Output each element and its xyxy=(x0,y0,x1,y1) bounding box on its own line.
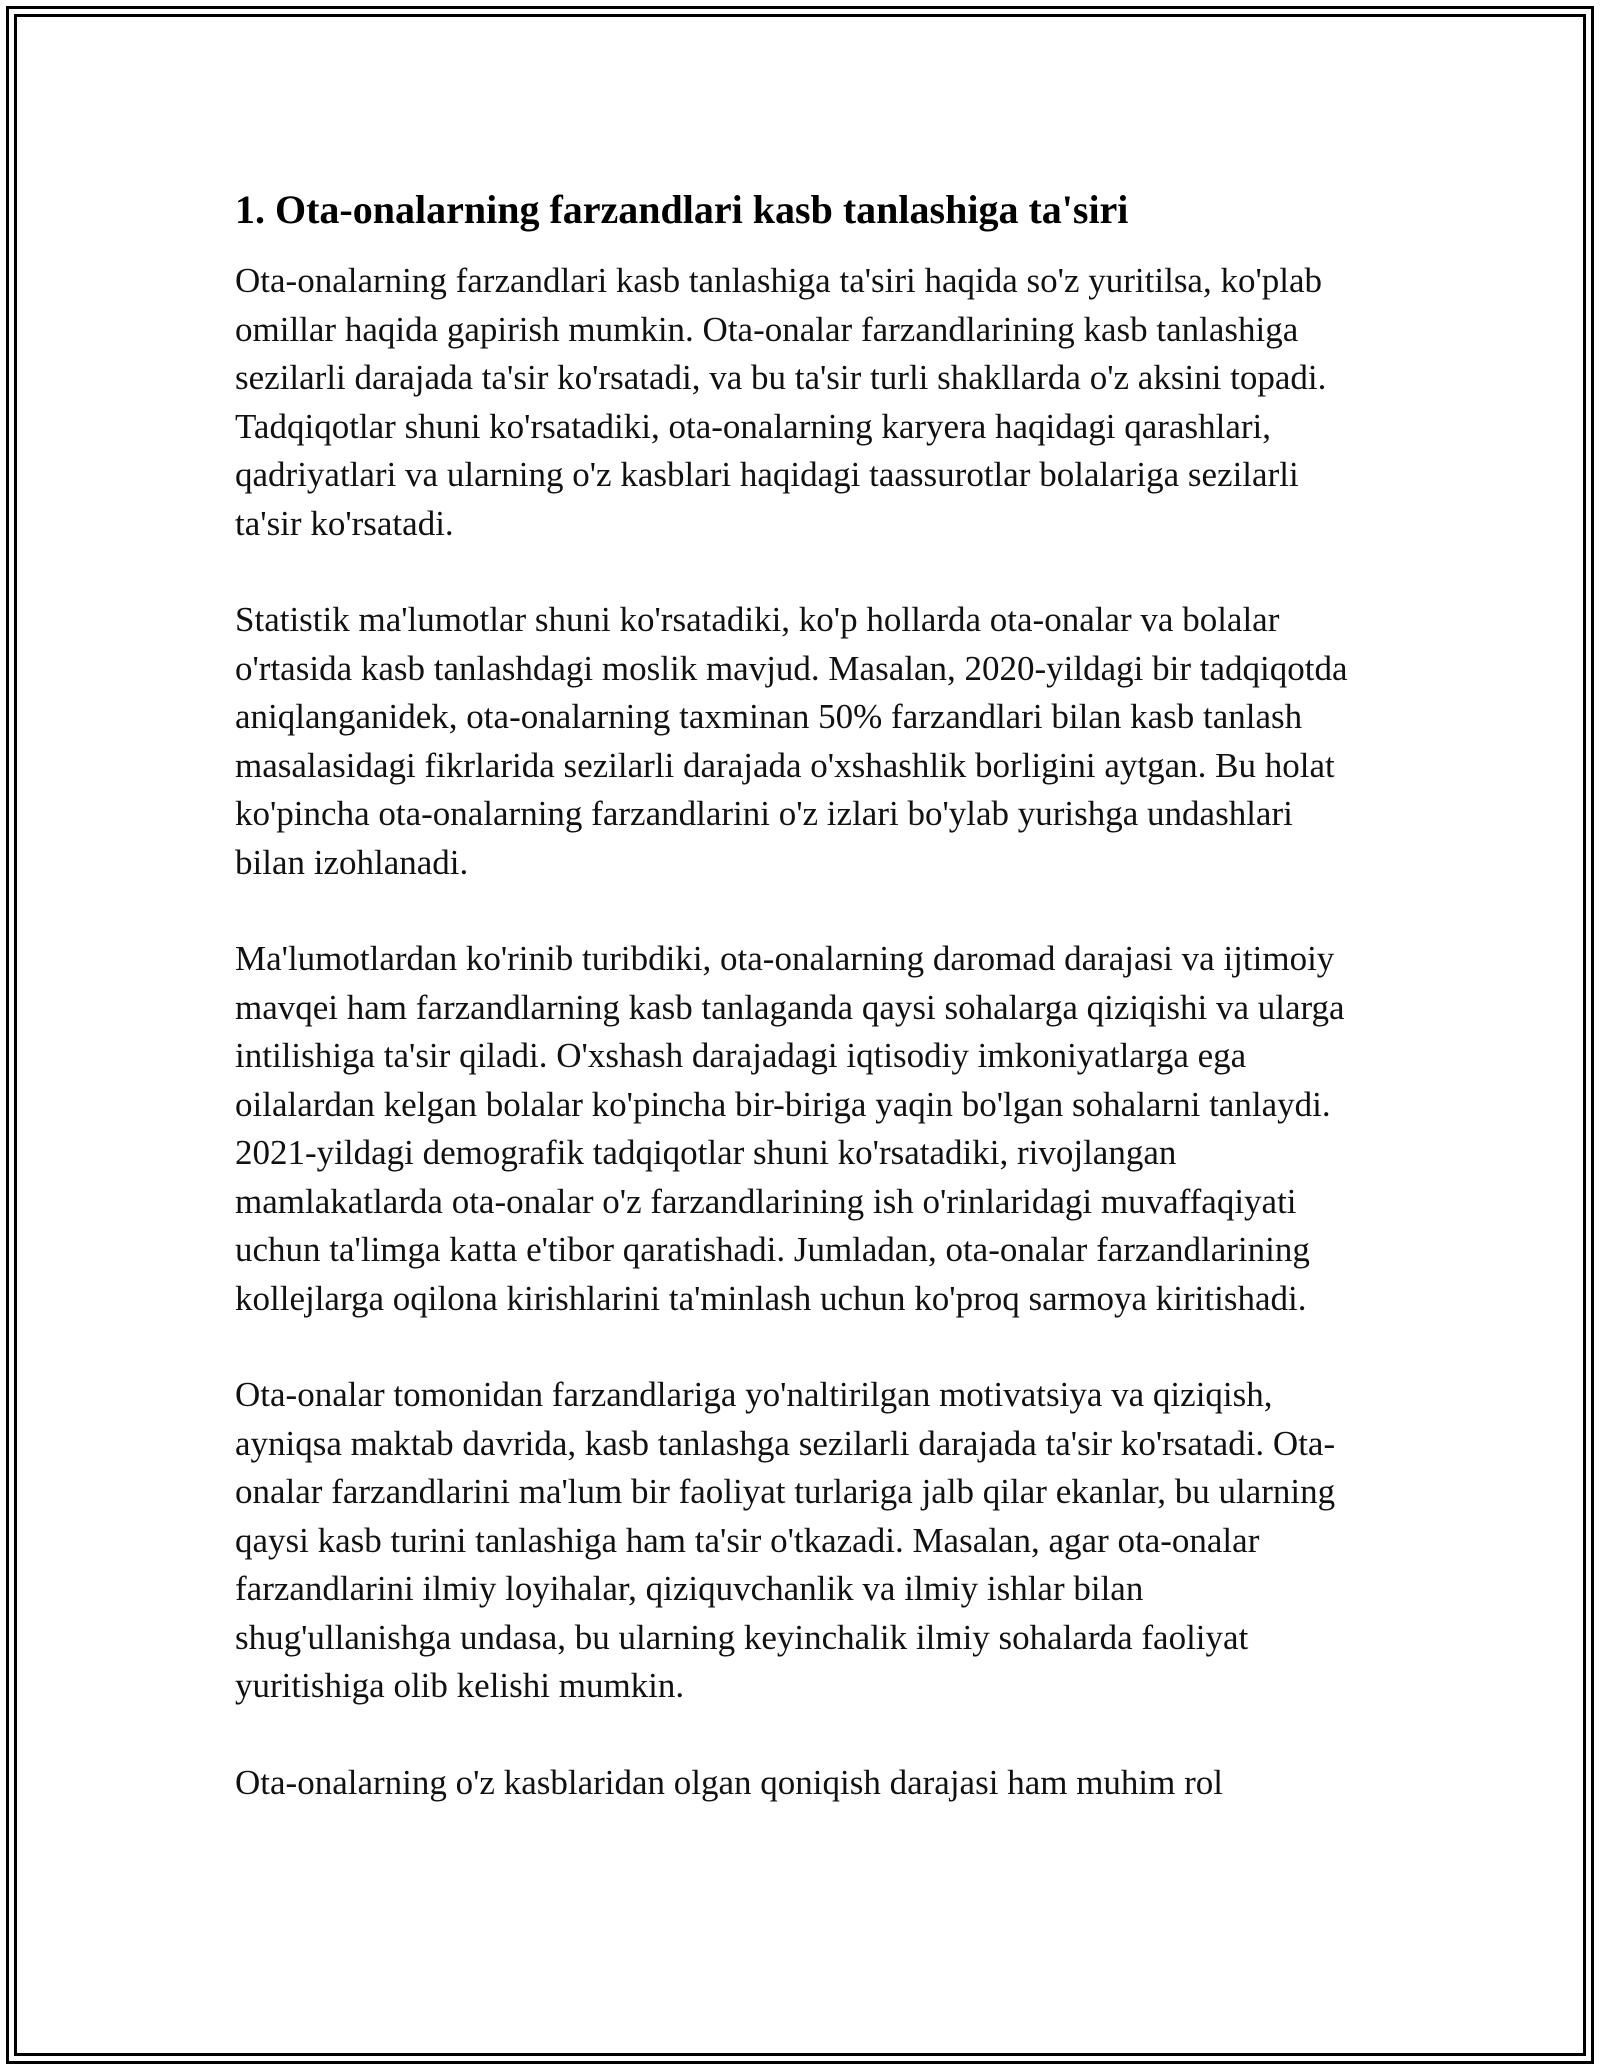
paragraph-5: Ota-onalarning o'z kasblaridan olgan qoniqish darajasi ham muhim rol xyxy=(235,1762,1223,1802)
document-body xyxy=(235,185,1355,1807)
section-heading: 1. Ota-onalarning farzandlari kasb tanlashiga ta'siri xyxy=(235,187,1129,232)
paragraph-2: Statistik ma'lumotlar shuni ko'rsatadiki, ko'p hollarda ota-onalar va bolalar o'rtasida kasb tanlashdagi moslik mavjud. Masalan, 2020-yildagi bir tadqiqotda aniqlanganidek, ota-onalarning taxminan 50% farzandlari bilan kasb tanlash masalasidagi fikrlarida sezilarli darajada o'xshashlik borligini aytgan. Bu holat ko'pincha ota-onalarning farzandlarini o'z izlari bo'ylab yurishga undashlari bilan izohlanadi. xyxy=(235,600,1348,882)
paragraph-4: Ota-onalar tomonidan farzandlariga yo'naltirilgan motivatsiya va qiziqish, ayniqsa maktab davrida, kasb tanlashga sezilarli darajada ta'sir ko'rsatadi. Ota-onalar farzandlarini ma'lum bir faoliyat turlariga jalb qilar ekanlar, bu ularning qaysi kasb turini tanlashiga ham ta'sir o'tkazadi. Masalan, agar ota-onalar farzandlarini ilmiy loyihalar, qiziquvchanlik va ilmiy ishlar bilan shug'ullanishga undasa, bu ularning keyinchalik ilmiy sohalarda faoliyat yuritishiga olib kelishi mumkin. xyxy=(235,1375,1336,1705)
paragraph-3: Ma'lumotlardan ko'rinib turibdiki, ota-onalarning daromad darajasi va ijtimoiy mavqei ham farzandlarning kasb tanlaganda qaysi sohalarga qiziqishi va ularga intilishiga ta'sir qiladi. O'xshash darajadagi iqtisodiy imkoniyatlarga ega oilalardan kelgan bolalar ko'pincha bir-biriga yaqin bo'lgan sohalarni tanlaydi. 2021-yildagi demografik tadqiqotlar shuni ko'rsatadiki, rivojlangan mamlakatlarda ota-onalar o'z farzandlarining ish o'rinlaridagi muvaffaqiyati uchun ta'limga katta e'tibor qaratishadi. Jumladan, ota-onalar farzandlarining kollejlarga oqilona kirishlarini ta'minlash uchun ko'proq sarmoya kiritishadi. xyxy=(235,939,1345,1318)
paragraph-1: Ota-onalarning farzandlari kasb tanlashiga ta'siri haqida so'z yuritilsa, ko'plab omillar haqida gapirish mumkin. Ota-onalar farzandlarining kasb tanlashiga sezilarli darajada ta'sir ko'rsatadi, va bu ta'sir turli shakllarda o'z aksini topadi. Tadqiqotlar shuni ko'rsatadiki, ota-onalarning karyera haqidagi qarashlari, qadriyatlari va ularning o'z kasblari haqidagi taassurotlar bolalariga sezilarli ta'sir ko'rsatadi. xyxy=(235,261,1327,543)
